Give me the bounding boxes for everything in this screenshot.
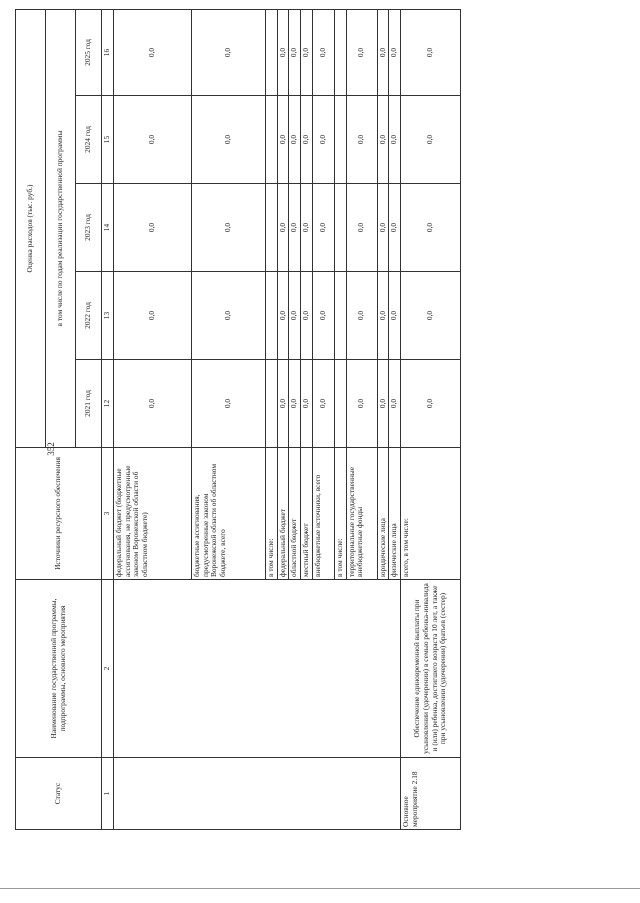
value-cell: 0,0 xyxy=(346,360,377,448)
value-cell: 0,0 xyxy=(401,96,461,184)
value-cell: 0,0 xyxy=(377,184,389,272)
value-cell xyxy=(266,360,278,448)
value-cell: 0,0 xyxy=(312,10,334,96)
value-cell: 0,0 xyxy=(114,360,192,448)
value-cell: 0,0 xyxy=(301,360,313,448)
value-cell: 0,0 xyxy=(401,10,461,96)
value-cell: 0,0 xyxy=(389,360,401,448)
value-cell: 0,0 xyxy=(277,360,289,448)
value-cell: 0,0 xyxy=(192,10,266,96)
col-number: 12 xyxy=(102,360,114,448)
value-cell: 0,0 xyxy=(377,10,389,96)
header-by-years: в том числе по годам реализации государственной программы xyxy=(46,10,76,448)
header-year-2023: 2023 год xyxy=(76,184,102,272)
source-cell: юридические лица xyxy=(377,448,389,580)
value-cell: 0,0 xyxy=(401,272,461,360)
value-cell: 0,0 xyxy=(192,96,266,184)
header-funding-source: Источники ресурсного обеспечения xyxy=(16,448,102,580)
header-year-2022: 2022 год xyxy=(76,272,102,360)
source-cell: внебюджетные источники, всего xyxy=(312,448,334,580)
value-cell xyxy=(266,10,278,96)
header-estimate: Оценка расходов (тыс. руб.) xyxy=(16,10,46,448)
table-row-main-activity xyxy=(401,10,461,830)
value-cell: 0,0 xyxy=(377,272,389,360)
col-number: 15 xyxy=(102,96,114,184)
source-cell: физические лица xyxy=(389,448,401,580)
value-cell: 0,0 xyxy=(289,272,301,360)
value-cell: 0,0 xyxy=(277,272,289,360)
value-cell: 0,0 xyxy=(312,360,334,448)
source-cell: местный бюджет xyxy=(301,448,313,580)
value-cell xyxy=(266,272,278,360)
value-cell: 0,0 xyxy=(389,184,401,272)
col-number: 1 xyxy=(102,758,114,830)
value-cell: 0,0 xyxy=(114,10,192,96)
col-number: 3 xyxy=(102,448,114,580)
value-cell: 0,0 xyxy=(346,272,377,360)
value-cell: 0,0 xyxy=(346,96,377,184)
value-cell xyxy=(334,184,346,272)
value-cell: 0,0 xyxy=(301,184,313,272)
value-cell: 0,0 xyxy=(289,96,301,184)
value-cell: 0,0 xyxy=(389,272,401,360)
value-cell: 0,0 xyxy=(312,96,334,184)
source-cell: территориальные государственные внебюджетные фонды xyxy=(346,448,377,580)
status-cell: Основное мероприятие 2.18 xyxy=(401,758,461,830)
value-cell: 0,0 xyxy=(346,184,377,272)
value-cell: 0,0 xyxy=(312,272,334,360)
value-cell xyxy=(334,10,346,96)
rotated-table-container xyxy=(15,10,575,830)
value-cell: 0,0 xyxy=(312,184,334,272)
value-cell: 0,0 xyxy=(192,360,266,448)
value-cell: 0,0 xyxy=(301,96,313,184)
source-cell: областной бюджет xyxy=(289,448,301,580)
header-year-2024: 2024 год xyxy=(76,96,102,184)
value-cell: 0,0 xyxy=(192,272,266,360)
value-cell xyxy=(334,360,346,448)
activity-name-cell: Обеспечение единовременной выплаты при усыновлении (удочерении) в семью ребенка-инвалида и (или) ребенка, достигшего возраста 10 лет, а также при усыновлении (удочерении) братьев (сестер) xyxy=(401,580,461,758)
budget-table xyxy=(15,9,461,830)
scan-edge-line xyxy=(0,888,640,889)
value-cell: 0,0 xyxy=(277,96,289,184)
table-body xyxy=(114,10,461,830)
col-number: 14 xyxy=(102,184,114,272)
value-cell xyxy=(266,184,278,272)
value-cell: 0,0 xyxy=(377,96,389,184)
value-cell: 0,0 xyxy=(346,10,377,96)
value-cell: 0,0 xyxy=(301,272,313,360)
value-cell: 0,0 xyxy=(289,184,301,272)
value-cell: 0,0 xyxy=(377,360,389,448)
value-cell: 0,0 xyxy=(389,10,401,96)
source-cell: всего, в том числе: xyxy=(401,448,461,580)
value-cell: 0,0 xyxy=(114,184,192,272)
col-number: 13 xyxy=(102,272,114,360)
value-cell: 0,0 xyxy=(277,10,289,96)
value-cell: 0,0 xyxy=(114,272,192,360)
value-cell xyxy=(266,96,278,184)
value-cell: 0,0 xyxy=(401,184,461,272)
value-cell xyxy=(334,96,346,184)
header-year-2025: 2025 год xyxy=(76,10,102,96)
value-cell: 0,0 xyxy=(389,96,401,184)
source-cell: федеральный бюджет xyxy=(277,448,289,580)
source-cell: федеральный бюджет (бюджетные ассигнования, не предусмотренные законом Воронежской области об областном бюджете) xyxy=(114,448,192,580)
col-number: 16 xyxy=(102,10,114,96)
status-cell-empty xyxy=(114,758,401,830)
value-cell xyxy=(334,272,346,360)
source-cell: в том числе: xyxy=(334,448,346,580)
value-cell: 0,0 xyxy=(301,10,313,96)
value-cell: 0,0 xyxy=(192,184,266,272)
source-cell: бюджетные ассигнования, предусмотренные законом Воронежской области об областном бюджете, всего xyxy=(192,448,266,580)
value-cell: 0,0 xyxy=(289,10,301,96)
source-cell: в том числе: xyxy=(266,448,278,580)
value-cell: 0,0 xyxy=(277,184,289,272)
value-cell: 0,0 xyxy=(401,360,461,448)
name-cell-empty xyxy=(114,580,401,758)
value-cell: 0,0 xyxy=(289,360,301,448)
value-cell: 0,0 xyxy=(114,96,192,184)
header-program-name: Наименование государственной программы, подпрограммы, основного мероприятия xyxy=(16,580,102,758)
header-year-2021: 2021 год xyxy=(76,360,102,448)
header-status: Статус xyxy=(16,758,102,830)
page-number: 352 xyxy=(46,442,56,456)
table-row xyxy=(114,10,192,830)
col-number: 2 xyxy=(102,580,114,758)
